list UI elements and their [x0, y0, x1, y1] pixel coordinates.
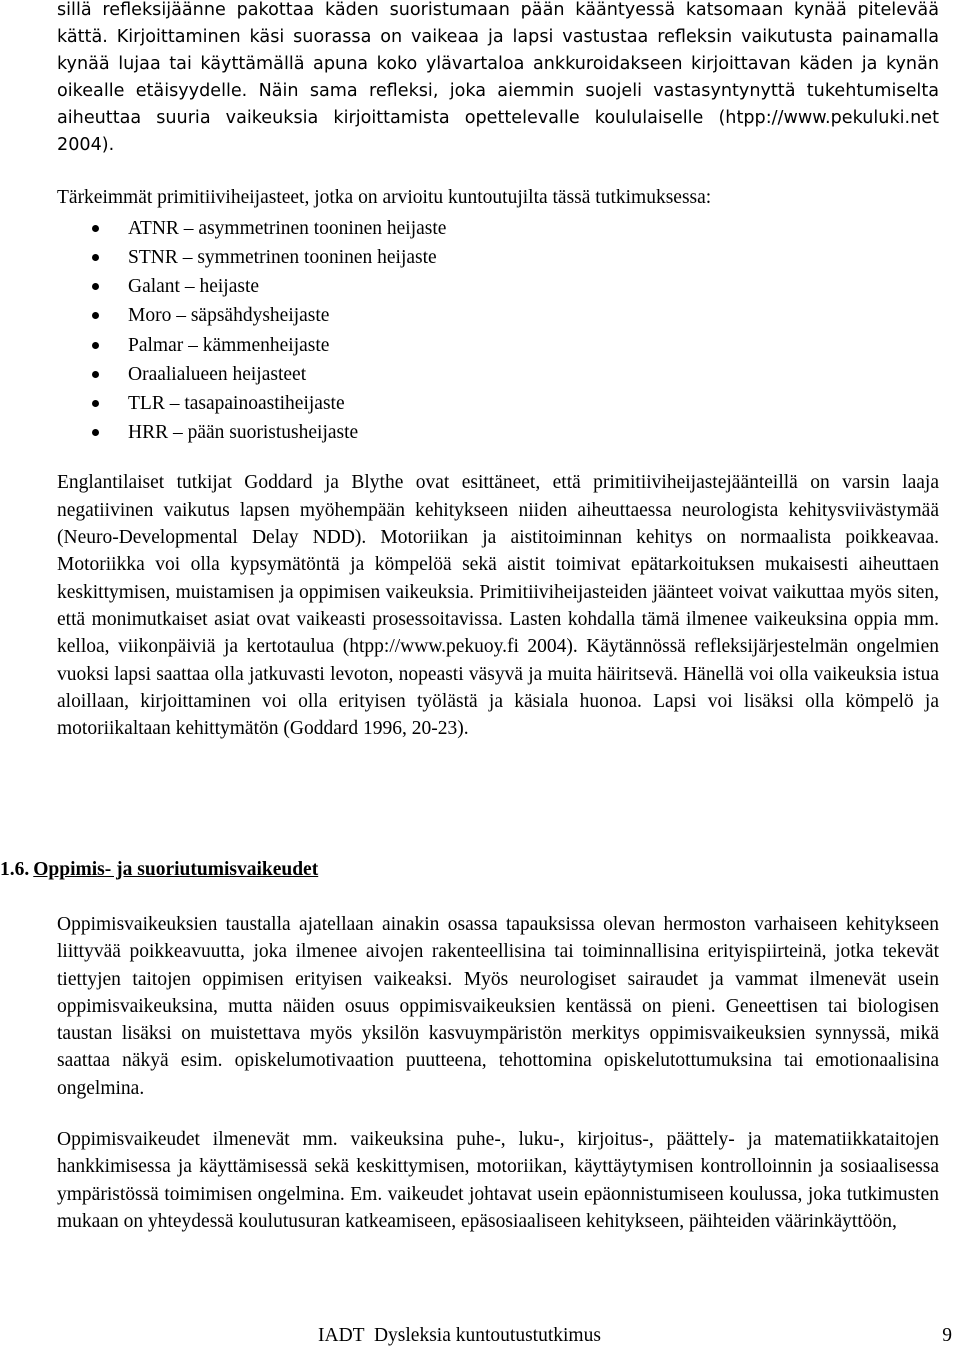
paragraph-goddard-blythe: Englantilaiset tutkijat Goddard ja Blythe ovat esittäneet, että primitiiviheijastejäänteillä on varsin laaja negatiivinen vaikutus lapsen myöhempään kehitykseen niiden aiheuttaessa neurologista kehitysviivästymää (Neuro-Developmental Delay NDD). Motoriikan ja aistitoiminnan kehitys on normaalista poikkeavaa. Motoriikka voi olla kypsymätöntä ja kömpelöä sekä aistit toimivat epätarkoituksen mukaisesti aiheuttaen keskittymisen, muistamisen ja oppimisen vaikeuksia. Primitiiviheijasteiden jäänteet voivat vaikuttaa myös siten, että monimutkaiset asiat ovat vaikeasti prosessoitavissa. Lasten kohdalla tämä ilmenee vaikeuksina oppia mm. kelloa, viikonpäiviä ja kertotaulua (htpp://www.pekuoy.fi 2004). Käytännössä refleksijärjestelmän ongelmien vuoksi lapsi saattaa olla jatkuvasti levoton, nopeasti väsyvä ja muita häiritsevä. Hänellä voi olla vaikeuksia istua aloillaan, kirjoittaminen voi olla erityisen työlästä ja käsiala huonoa. Lapsi voi lisäksi olla kömpelö ja motoriikaltaan kehittymätön (Goddard 1996, 20-23).	[57, 472, 939, 740]
section-heading	[0, 856, 318, 883]
bullet-icon	[92, 371, 99, 378]
page-footer	[318, 1322, 958, 1349]
paragraph-learning-difficulties-background: Oppimisvaikeuksien taustalla ajatellaan ainakin osassa tapauksissa olevan hermoston varhaiseen kehitykseen liittyvää poikkeavuutta, joka ilmenee aivojen rakenteellisina tai toiminnallisina erityispiirteinä, jotka tekevät tiettyjen taitojen oppimisen erityisen vaikeaksi. Myös neurologiset sairaudet ja vammat ilmenevät usein oppimisvaikeuksina, mutta näiden osuus oppimisvaikeuksien kentässä on pieni. Geneettisen tai biologisen taustan lisäksi on muistettava myös yksilön kasvuympäristön merkitys oppimisvaikeuksien synnyssä, mikä saattaa näkyä esim. opiskelumotivaation puutteena, tehottomina opiskelutottumuksina tai emotionaalisina ongelmina.	[57, 914, 939, 1099]
list-item: STNR – symmetrinen tooninen heijaste	[57, 243, 939, 272]
reflex-list	[57, 214, 939, 448]
footer-title: IADT Dysleksia kuntoutustutkimus	[318, 1325, 601, 1346]
list-item: HRR – pään suoristusheijaste	[57, 418, 939, 447]
paragraph-learning-difficulties-symptoms: Oppimisvaikeudet ilmenevät mm. vaikeuksina puhe-, luku-, kirjoitus-, päättely- ja matematiikkataitojen hankkimisessa ja käyttämisessä sekä keskittymisen, motoriikan, käyttäytymisen kontrolloinnin ja sosiaalisessa ympäristössä toimimisen ongelmina. Em. vaikeudet johtavat usein epäonnistumiseen koulussa, joka tutkimusten mukaan on yhteydessä koulutusuran katkeamiseen, epäsosiaaliseen kehitykseen, päihteiden väärinkäyttöön,	[57, 1129, 939, 1232]
page-number: 9	[942, 1325, 952, 1346]
bullet-icon	[92, 254, 99, 261]
bullet-icon	[92, 429, 99, 436]
section-title: Oppimis- ja suoriutumisvaikeudet	[33, 859, 319, 880]
bullet-icon	[92, 400, 99, 407]
list-item: Moro – säpsähdysheijaste	[57, 301, 939, 330]
bullet-icon	[92, 283, 99, 290]
section-body	[57, 911, 939, 1235]
list-item: ATNR – asymmetrinen tooninen heijaste	[57, 214, 939, 243]
bullet-icon	[92, 225, 99, 232]
bullet-icon	[92, 342, 99, 349]
reflex-list-intro: Tärkeimmät primitiiviheijasteet, jotka on arvioitu kuntoutujilta tässä tutkimuksessa:	[57, 186, 712, 208]
list-item: Palmar – kämmenheijaste	[57, 331, 939, 360]
list-item: TLR – tasapainoastiheijaste	[57, 389, 939, 418]
list-item: Oraalialueen heijasteet	[57, 360, 939, 389]
list-item: Galant – heijaste	[57, 272, 939, 301]
document-page	[57, 0, 939, 742]
paragraph-reflex-writing: sillä refleksijäänne pakottaa käden suoristumaan pään kääntyessä katsomaan kynää pitelevää kättä. Kirjoittaminen käsi suorassa on vaikeaa ja lapsi vastustaa refleksin vaikutusta painamalla kynää lujaa tai käyttämällä apuna koko ylävartaloa ankkuroidakseen kirjoittavan käden ja kynän oikealle etäisyydelle. Näin sama refleksi, joka aiemmin suojeli vastasyntynyttä tukehtumiselta aiheuttaa suuria vaikeuksia kirjoittamista opettelevalle koululaiselle (htpp://www.pekuluki.net 2004).	[57, 0, 939, 156]
section-number: 1.6.	[0, 859, 30, 880]
bullet-icon	[92, 312, 99, 319]
